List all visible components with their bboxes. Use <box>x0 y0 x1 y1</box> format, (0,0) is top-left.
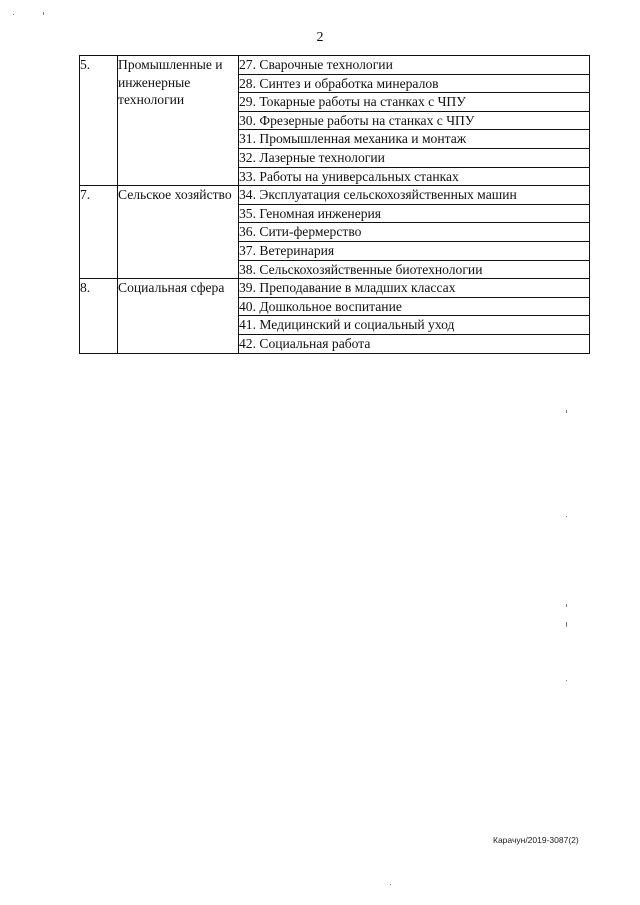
specialty-cell: 33. Работы на универсальных станках <box>239 167 590 186</box>
specialty-cell: 38. Сельскохозяйственные биотехнологии <box>239 260 590 279</box>
group-number: 7. <box>80 186 118 279</box>
scan-speck <box>566 604 567 607</box>
scan-speck <box>390 884 391 885</box>
table-row <box>80 186 590 205</box>
specialty-cell: 31. Промышленная механика и монтаж <box>239 130 590 149</box>
group-area-cell <box>118 56 239 186</box>
group-area-label: Сельское хозяйство <box>118 187 232 203</box>
specialty-cell: 34. Эксплуатация сельскохозяйственных машин <box>239 186 590 205</box>
group-area-cell <box>118 279 239 353</box>
specialty-cell: 40. Дошкольное воспитание <box>239 297 590 316</box>
specialty-cell: 41. Медицинский и социальный уход <box>239 316 590 335</box>
table-row <box>80 56 590 75</box>
scan-speck <box>13 14 14 15</box>
document-code: Карачун/2019-3087(2) <box>493 835 579 845</box>
specialties-table-body <box>80 56 590 354</box>
specialty-cell: 37. Ветеринария <box>239 241 590 260</box>
group-area-label: Промышленные и инженерные технологии <box>118 57 223 108</box>
group-number: 8. <box>80 279 118 353</box>
specialty-cell: 32. Лазерные технологии <box>239 148 590 167</box>
page-number: 2 <box>316 30 324 45</box>
table-row <box>80 279 590 298</box>
specialty-cell: 30. Фрезерные работы на станках с ЧПУ <box>239 111 590 130</box>
specialty-cell: 27. Сварочные технологии <box>239 56 590 75</box>
group-area-cell <box>118 186 239 279</box>
specialty-cell: 28. Синтез и обработка минералов <box>239 74 590 93</box>
scan-speck <box>43 12 44 15</box>
specialty-cell: 36. Сити-фермерство <box>239 223 590 242</box>
specialty-cell: 42. Социальная работа <box>239 334 590 353</box>
scan-speck <box>566 622 567 627</box>
specialties-table <box>79 55 590 354</box>
specialty-cell: 35. Геномная инженерия <box>239 204 590 223</box>
specialty-cell: 29. Токарные работы на станках с ЧПУ <box>239 93 590 112</box>
scan-speck <box>566 680 567 681</box>
specialty-cell: 39. Преподавание в младших классах <box>239 279 590 298</box>
scan-speck <box>566 410 567 413</box>
scan-speck <box>566 516 567 517</box>
group-number: 5. <box>80 56 118 186</box>
group-area-label: Социальная сфера <box>118 280 225 296</box>
